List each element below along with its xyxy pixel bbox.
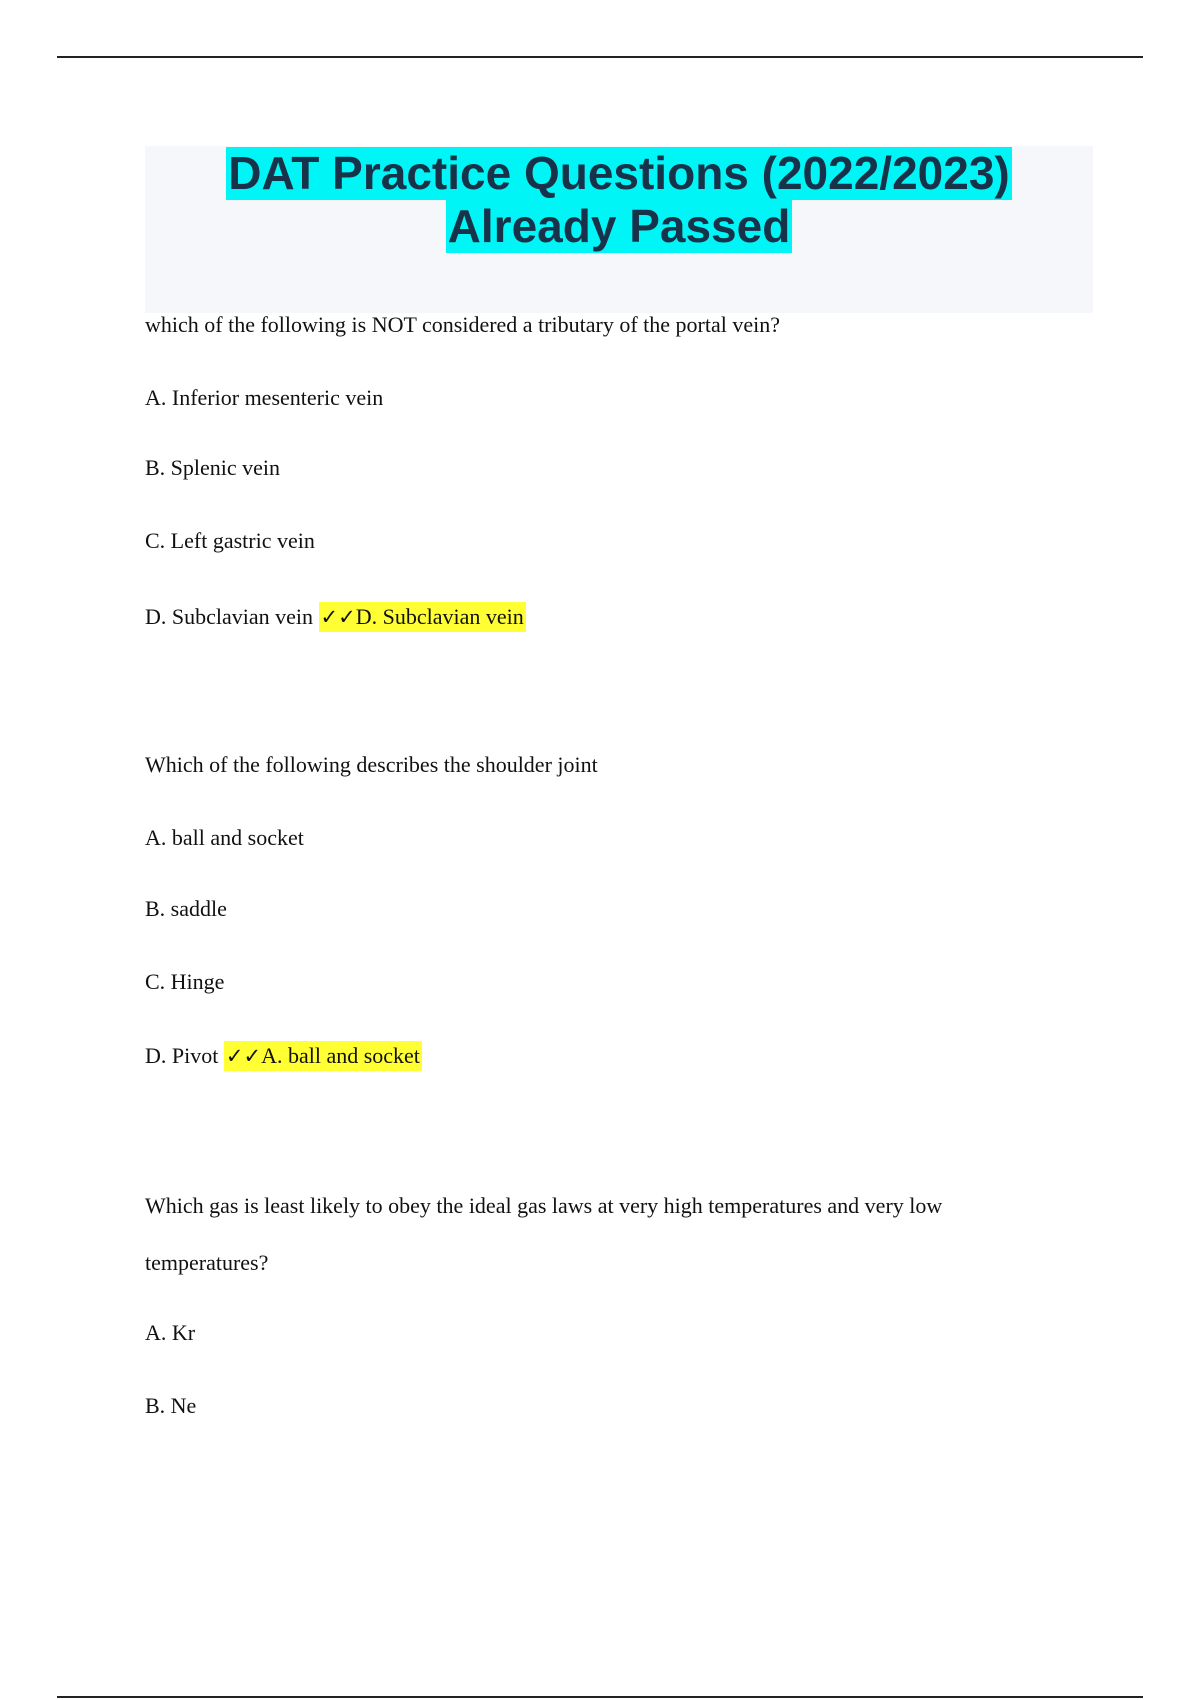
question-2-option-a: A. ball and socket xyxy=(145,825,304,850)
question-2-option-d-row xyxy=(145,1042,422,1070)
question-2-answer-text: A. ball and socket xyxy=(261,1043,420,1068)
document-title-line-2: Already Passed xyxy=(447,200,791,252)
title-box xyxy=(145,146,1093,313)
question-1-option-d: D. Subclavian vein xyxy=(145,604,314,629)
question-1-answer xyxy=(319,602,526,632)
question-2-option-b: B. saddle xyxy=(145,896,227,921)
check-icon: ✓✓ xyxy=(225,1044,262,1068)
top-rule xyxy=(57,56,1143,58)
check-icon: ✓✓ xyxy=(320,605,356,629)
question-1-option-a: A. Inferior mesenteric vein xyxy=(145,385,384,410)
question-1-option-d-row xyxy=(145,603,526,631)
question-3-option-b: B. Ne xyxy=(145,1393,197,1418)
question-1-option-c: C. Left gastric vein xyxy=(145,528,315,553)
document-title-line-1: DAT Practice Questions (2022/2023) xyxy=(228,147,1010,199)
question-2-answer xyxy=(224,1041,422,1071)
question-3-option-a: A. Kr xyxy=(145,1320,196,1345)
question-1-text: which of the following is NOT considered a tributary of the portal vein? xyxy=(145,312,780,337)
question-3-text-line-2: temperatures? xyxy=(145,1250,269,1275)
question-2-option-d: D. Pivot xyxy=(145,1043,219,1068)
question-1-option-b: B. Splenic vein xyxy=(145,455,281,480)
question-2-text: Which of the following describes the shoulder joint xyxy=(145,752,598,777)
bottom-rule xyxy=(57,1696,1143,1698)
question-3-text-line-1: Which gas is least likely to obey the ideal gas laws at very high temperatures and very low xyxy=(145,1193,943,1218)
question-1-answer-text: D. Subclavian vein xyxy=(355,604,524,629)
question-2-option-c: C. Hinge xyxy=(145,969,225,994)
